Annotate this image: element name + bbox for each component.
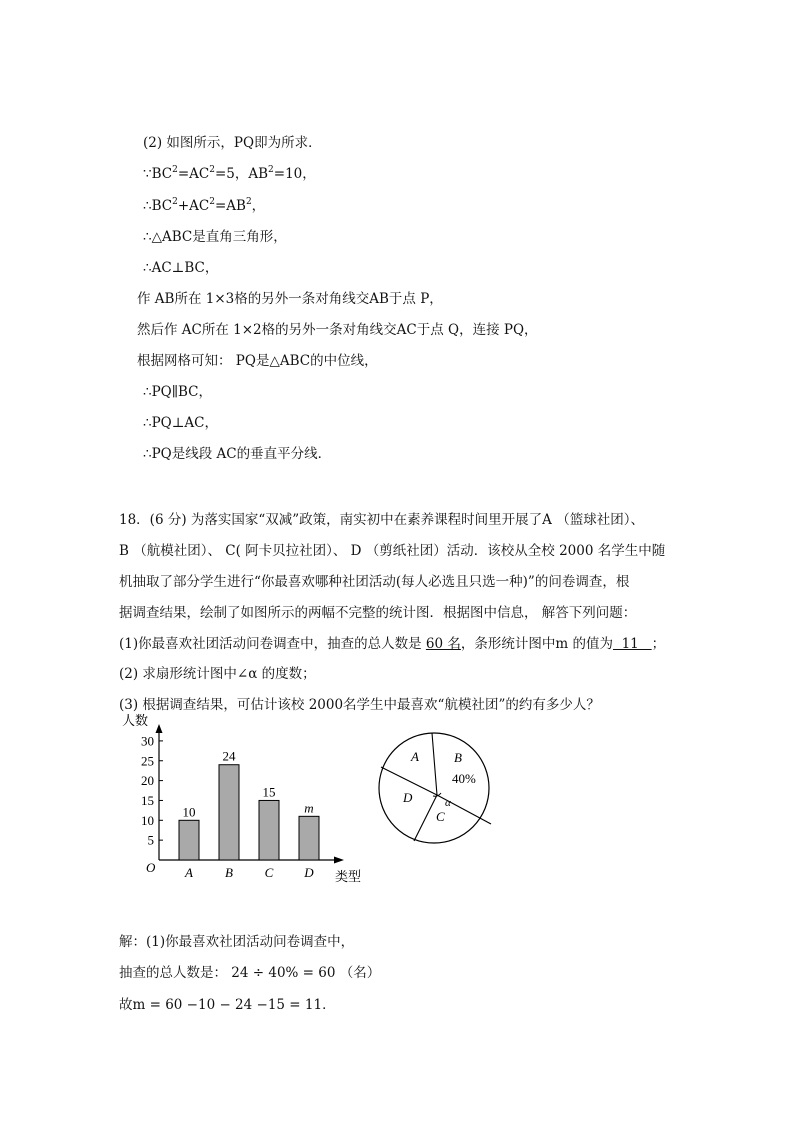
proof-line-11: ∴PQ是线段 AC的垂直平分线． xyxy=(143,446,332,462)
proof-line-4: ∴△ABC是直角三角形， xyxy=(143,229,287,245)
text: ， xyxy=(251,198,266,214)
text: ，条形统计图中m 的值为 xyxy=(460,636,613,652)
sup: 2 xyxy=(209,165,215,175)
pie-label-b-percent: 40% xyxy=(452,771,476,786)
solution-line-2: 抽查的总人数是： 24 ÷ 40% = 60 （名） xyxy=(119,965,381,981)
pie-label-d: D xyxy=(403,790,413,805)
bar-a xyxy=(179,820,199,860)
text: +AC xyxy=(177,198,210,214)
sup: 2 xyxy=(172,165,178,175)
text: (1)你最喜欢社团活动问卷调查中，抽查的总人数是 xyxy=(119,636,426,652)
problem-line-1: 18．(6 分) 为落实国家“双减”政策，南实初中在素养课程时间里开展了A （篮球社团）、 xyxy=(119,512,644,528)
y-tick-label: 20 xyxy=(141,773,154,789)
y-tick-label: 10 xyxy=(141,812,154,828)
proof-line-9: ∴PQ∥BC， xyxy=(143,384,212,400)
proof-line-6: 作 AB所在 1×3格的另外一条对角线交AB于点 P， xyxy=(137,291,443,307)
bar-value-label: m xyxy=(304,800,314,816)
sup: 2 xyxy=(245,197,252,207)
question-3: (3) 根据调查结果，可估计该校 2000名学生中最喜欢“航模社团”的约有多少人？ xyxy=(119,697,600,713)
proof-line-2 xyxy=(143,165,316,183)
pie-circle xyxy=(379,733,489,843)
text: ∵BC xyxy=(143,166,173,182)
bar-chart xyxy=(110,706,370,888)
problem-line-2: B （航模社团）、 C( 阿卡贝拉社团）、 D （剪纸社团）活动．该校从全校 2000 名学生中随 xyxy=(119,543,666,559)
answer-total: 60 名 xyxy=(425,636,461,652)
proof-line-7: 然后作 AC所在 1×2格的另外一条对角线交AC于点 Q，连接 PQ， xyxy=(137,322,538,338)
chart-xlabel: 类型 xyxy=(335,869,362,884)
text: ∴BC xyxy=(143,198,173,214)
text: =AC xyxy=(177,166,210,182)
y-tick-label: 30 xyxy=(141,733,154,749)
origin-label: O xyxy=(146,860,156,875)
bar-value-label: 15 xyxy=(262,784,276,800)
question-2: (2) 求扇形统计图中∠α 的度数； xyxy=(119,666,316,682)
alpha-label: α xyxy=(445,797,451,809)
y-axis-arrow xyxy=(156,724,163,733)
bar-c xyxy=(259,800,279,860)
answer-m: 11 xyxy=(613,636,652,652)
proof-line-3 xyxy=(143,197,265,215)
text: =5，AB xyxy=(214,166,269,182)
y-tick-label: 25 xyxy=(141,753,154,769)
bar-value-label: 24 xyxy=(222,748,236,764)
proof-line-5: ∴AC⊥BC， xyxy=(143,260,219,276)
pie-label-b: B xyxy=(454,750,462,765)
text: ； xyxy=(651,636,666,652)
sup: 2 xyxy=(172,197,178,207)
question-1 xyxy=(119,635,665,653)
bar-d xyxy=(299,816,319,860)
x-category-label: C xyxy=(264,865,274,880)
problem-line-4: 据调查结果，绘制了如图所示的两幅不完整的统计图．根据图中信息， 解答下列问题： xyxy=(119,605,637,621)
sup: 2 xyxy=(268,165,274,175)
proof-line-1: (2) 如图所示，PQ即为所求． xyxy=(143,135,322,151)
problem-line-3: 机抽取了部分学生进行“你最喜欢哪种社团活动(每人必选且只选一种)”的问卷调查，根 xyxy=(119,574,630,590)
pie-label-c: C xyxy=(436,809,445,824)
proof-line-8: 根据网格可知： PQ是△ABC的中位线， xyxy=(137,353,378,369)
x-category-label: D xyxy=(304,865,314,880)
x-category-label: B xyxy=(225,865,233,880)
y-tick-label: 15 xyxy=(141,792,154,808)
proof-line-10: ∴PQ⊥AC， xyxy=(143,415,219,431)
chart-ylabel: 人数 xyxy=(122,713,149,728)
x-axis-arrow xyxy=(334,857,344,864)
pie-chart xyxy=(374,724,498,854)
solution-line-3: 故m = 60 −10 − 24 −15 = 11． xyxy=(119,997,336,1013)
bar-b xyxy=(219,765,239,860)
text: =10， xyxy=(273,166,316,182)
text: =AB xyxy=(214,198,246,214)
solution-line-1: 解：(1)你最喜欢社团活动问卷调查中， xyxy=(119,934,355,950)
pie-label-a: A xyxy=(411,749,419,764)
x-category-label: A xyxy=(185,865,193,880)
sup: 2 xyxy=(209,197,215,207)
bar-value-label: 10 xyxy=(182,804,196,820)
y-tick-label: 5 xyxy=(147,832,154,848)
pie-divider xyxy=(432,733,437,795)
pie-divider xyxy=(414,795,437,841)
